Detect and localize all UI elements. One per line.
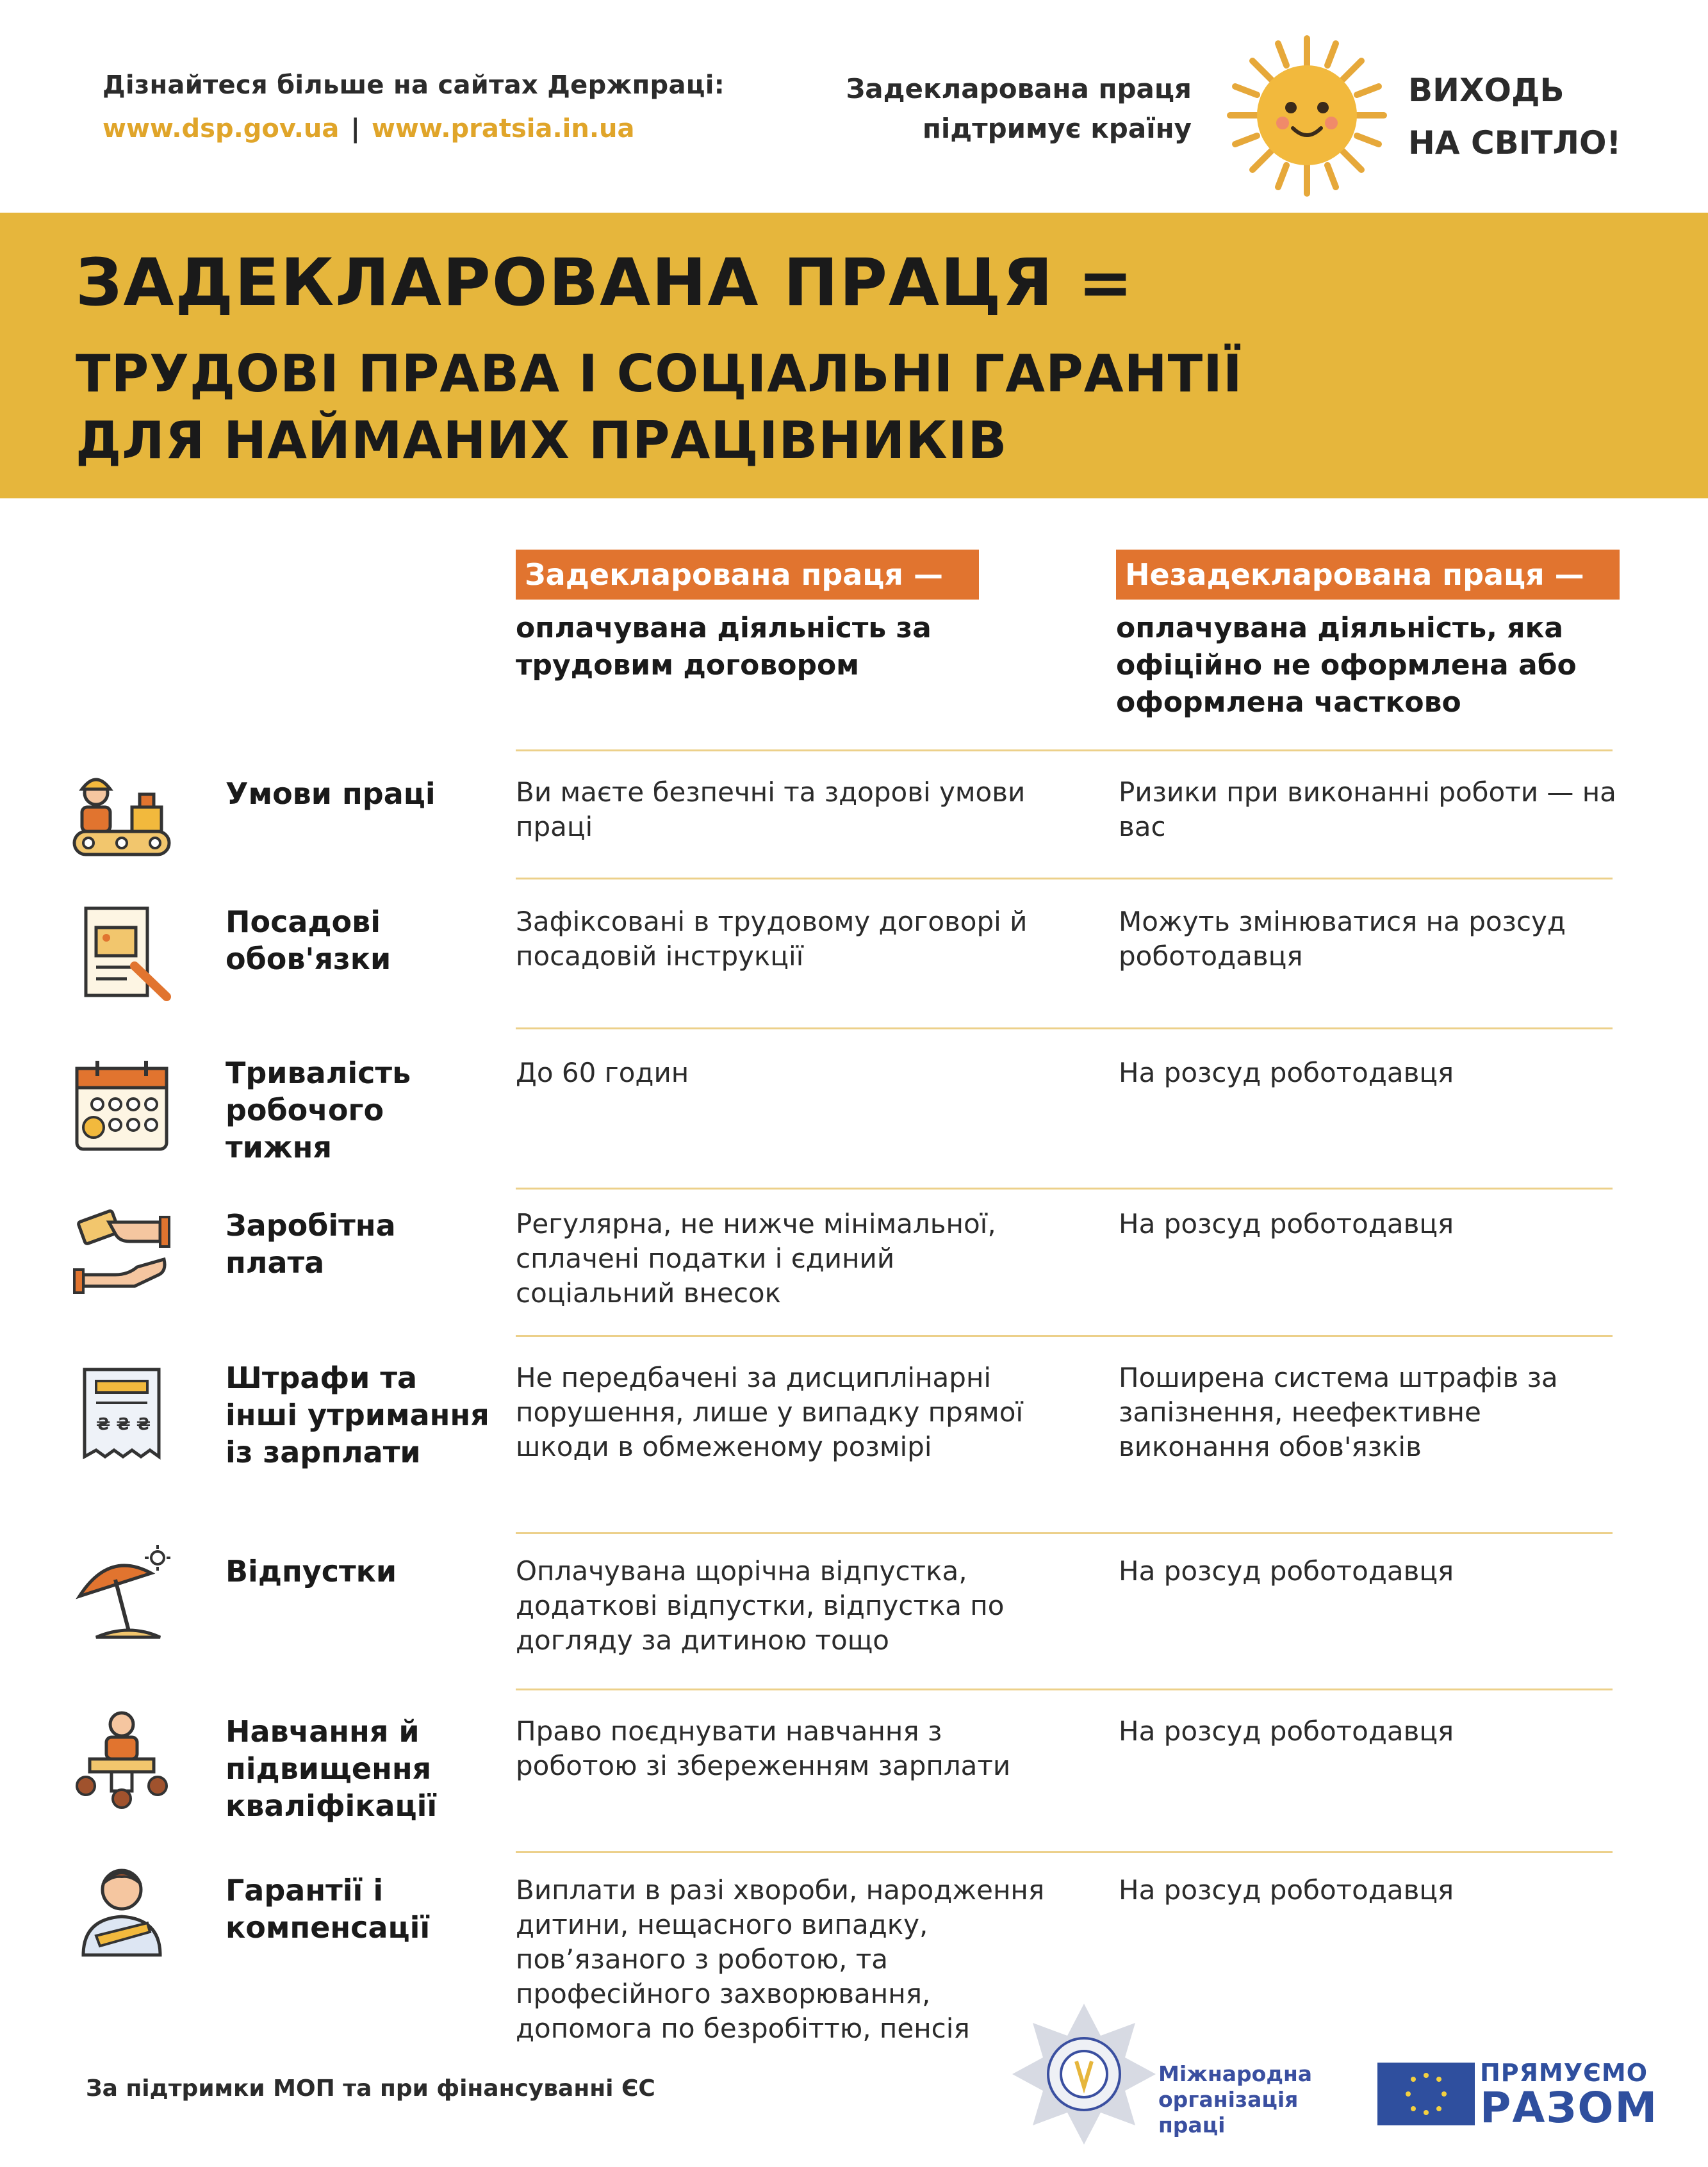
declared-work-week: До 60 годин — [516, 1057, 689, 1088]
banner-title-line1: ЗАДЕКЛАРОВАНА ПРАЦЯ = — [76, 245, 1135, 321]
site-links — [103, 114, 725, 143]
header-tagline — [846, 69, 1192, 149]
row-label-fines: Штрафи та інші утримання із зарплати — [226, 1361, 489, 1469]
eu-logo-line1: ПРЯМУЄМО — [1480, 2059, 1648, 2087]
site-link-dsp[interactable]: www.dsp.gov.ua — [103, 114, 340, 143]
undeclared-job-duties: Можуть змінюватися на розсуд роботодавця — [1119, 906, 1566, 972]
row-divider — [516, 1689, 1613, 1690]
receipt-icon — [70, 1363, 173, 1466]
eu-logo-line2: РАЗОМ — [1480, 2083, 1659, 2132]
undeclared-fines: Поширена система штрафів за запізнення, неефективне виконання обов'язків — [1119, 1362, 1558, 1462]
lecture-icon — [70, 1709, 173, 1811]
ilo-logo-text — [1158, 2061, 1312, 2138]
undeclared-salary: На розсуд роботодавця — [1119, 1208, 1454, 1239]
row-divider — [516, 749, 1613, 751]
row-divider — [516, 1027, 1613, 1029]
site-link-pratsia[interactable]: www.pratsia.in.ua — [371, 114, 635, 143]
banner-title-line2: ТРУДОВІ ПРАВА І СОЦІАЛЬНІ ГАРАНТІЇ — [76, 344, 1243, 404]
eu-flag-icon — [1377, 2063, 1475, 2125]
undeclared-vacations: На розсуд роботодавця — [1119, 1555, 1454, 1587]
calendar-icon — [70, 1056, 173, 1158]
declared-column-tag: Задекларована праця — — [516, 550, 979, 600]
ilo-line2: організація — [1158, 2087, 1299, 2112]
row-label-working-conditions: Умови праці — [226, 776, 436, 811]
row-divider — [516, 1188, 1613, 1190]
undeclared-work-week: На розсуд роботодавця — [1119, 1057, 1454, 1088]
header-sites-block — [103, 70, 725, 143]
injured-person-icon — [70, 1859, 173, 1961]
beach-umbrella-icon — [70, 1544, 173, 1646]
declared-working-conditions: Ви маєте безпечні та здорові умови праці — [516, 776, 1026, 842]
declared-guarantees: Виплати в разі хвороби, народження дитини, нещасного випадку, пов’язаного з роботою, та професійного захворювання, допомога по безробіттю, пенсія — [516, 1874, 1045, 2044]
undeclared-training: На розсуд роботодавця — [1119, 1715, 1454, 1747]
row-divider — [516, 1532, 1613, 1534]
declared-salary: Регулярна, не нижче мінімальної, сплачені податки і єдиний соціальний внесок — [516, 1208, 996, 1309]
undeclared-guarantees: На розсуд роботодавця — [1119, 1874, 1454, 1906]
banner-title-lines — [76, 341, 1243, 474]
slogan-line1: ВИХОДЬ — [1408, 72, 1564, 109]
sun-tools-icon — [1217, 26, 1397, 205]
undeclared-working-conditions: Ризики при виконанні роботи — на вас — [1119, 776, 1616, 842]
ilo-line1: Міжнародна — [1158, 2061, 1313, 2086]
slogan — [1408, 64, 1621, 169]
undeclared-column-tag: Незадекларована праця — — [1116, 550, 1620, 600]
document-pen-icon — [70, 902, 173, 1004]
undeclared-column-subtitle: оплачувана діяльність, яка офіційно не оформлена або оформлена частково — [1116, 612, 1577, 719]
worker-conveyor-icon — [70, 762, 173, 865]
row-label-training: Навчання й підвищення кваліфікації — [226, 1714, 438, 1823]
title-banner — [0, 213, 1708, 498]
row-label-salary: Заробітна плата — [226, 1208, 396, 1280]
declared-job-duties: Зафіксовані в трудовому договорі й посадовій інструкції — [516, 906, 1028, 972]
declared-vacations: Оплачувана щорічна відпустка, додаткові відпустки, відпустка по догляду за дитиною тощо — [516, 1555, 1005, 1656]
row-label-guarantees: Гарантії і компенсації — [226, 1873, 431, 1945]
tagline-line2: підтримує країну — [922, 113, 1192, 144]
declared-column-subtitle: оплачувана діяльність за трудовим договором — [516, 612, 932, 682]
svg-text:₴ ₴ ₴: ₴ ₴ ₴ — [96, 1415, 151, 1434]
footer-note: За підтримки МОП та при фінансуванні ЄС — [86, 2075, 655, 2102]
banner-title-line3: ДЛЯ НАЙМАНИХ ПРАЦІВНИКІВ — [76, 411, 1008, 470]
site-separator: | — [350, 114, 360, 143]
ilo-emblem-icon — [1007, 1997, 1161, 2151]
salary-hands-icon — [70, 1203, 173, 1305]
row-label-job-duties: Посадові обов'язки — [226, 904, 391, 976]
learn-more-text: Дізнайтеся більше на сайтах Держпраці: — [103, 70, 725, 100]
row-label-vacations: Відпустки — [226, 1554, 397, 1589]
row-label-work-week: Тривалість робочого тижня — [226, 1056, 411, 1165]
declared-training: Право поєднувати навчання з роботою зі збереженням зарплати — [516, 1715, 1011, 1781]
row-divider — [516, 1335, 1613, 1337]
row-divider — [516, 1851, 1613, 1853]
tagline-line1: Задекларована праця — [846, 73, 1192, 104]
slogan-line2: НА СВІТЛО! — [1408, 124, 1622, 161]
declared-fines: Не передбачені за дисциплінарні порушення, лише у випадку прямої шкоди в обмеженому розмірі — [516, 1362, 1024, 1462]
row-divider — [516, 878, 1613, 879]
ilo-line3: праці — [1158, 2113, 1226, 2138]
